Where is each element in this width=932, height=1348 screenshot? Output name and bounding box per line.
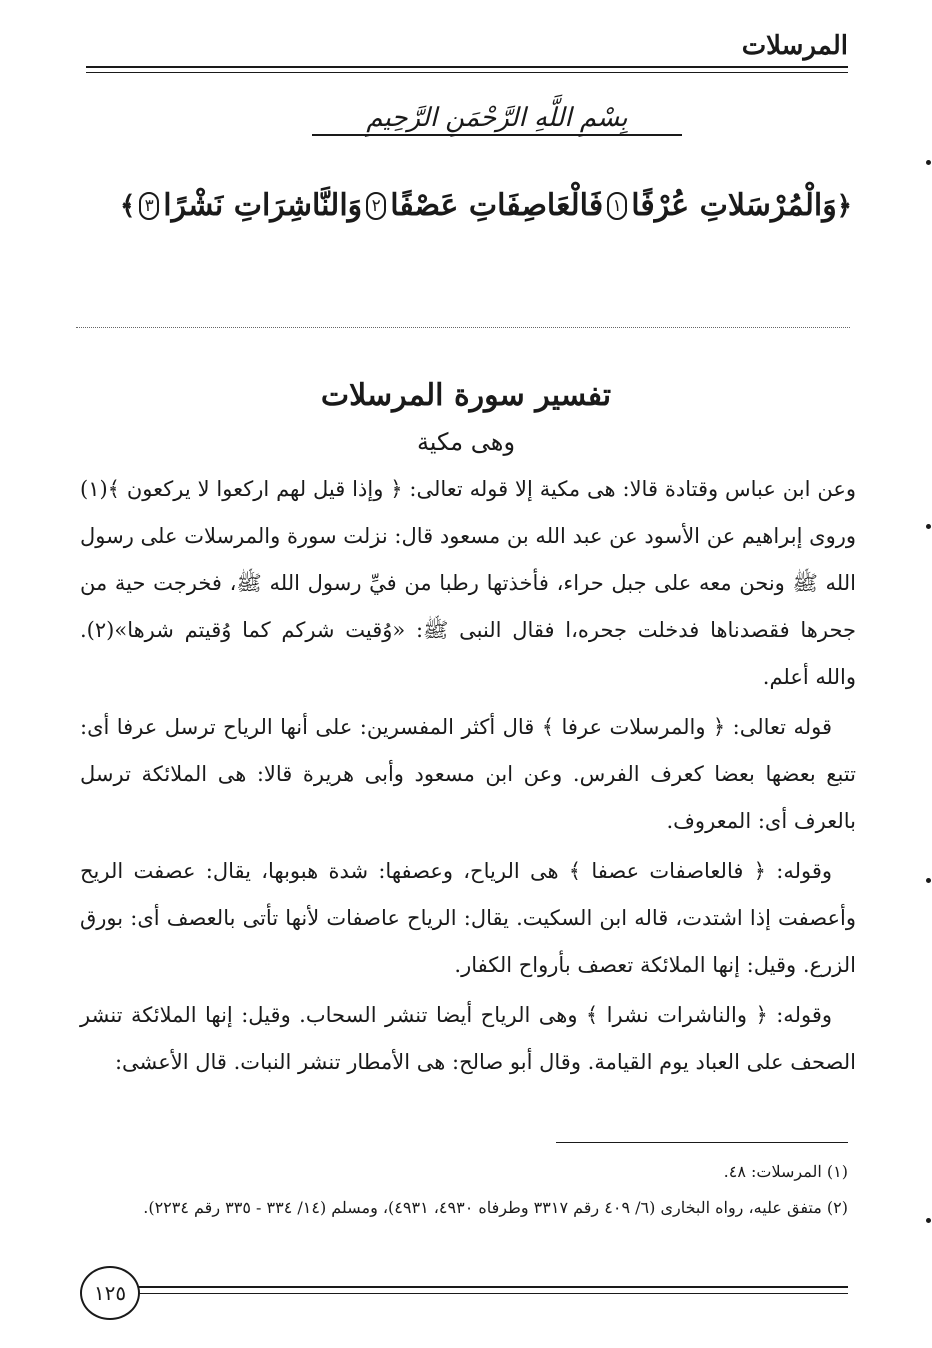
- section-title: تفسير سورة المرسلات: [320, 378, 612, 413]
- section-subtitle: وهى مكية: [416, 428, 516, 456]
- paragraph-3: وقوله: ﴿ فالعاصفات عصفا ﴾ هى الرياح، وعصفها: شدة هبوبها، يقال: عصفت الريح وأعصفت إذا اشتدت، قاله ابن السكيت. يقال: الرياح عاصفات لأنها تأتى بالعصف أى: بورق الزرع. وقيل: إنها الملائكة تعصف بأرواح الكفار.: [80, 859, 856, 977]
- margin-mark: [926, 878, 931, 883]
- verse-open-brace: ﴿: [836, 191, 852, 221]
- margin-mark: [926, 1218, 931, 1223]
- running-header-title: المرسلات: [741, 31, 848, 61]
- verse-3-number: ٣: [139, 192, 159, 220]
- verse-1-text: وَالْمُرْسَلاتِ عُرْفًا: [631, 188, 837, 223]
- basmala-text: بِسْمِ اللَّهِ الرَّحْمَنِ الرَّحِيمِ: [366, 103, 628, 133]
- header-rule-thin: [86, 72, 848, 73]
- page-number: ١٢٥: [80, 1266, 140, 1320]
- verse-3-text: وَالنَّاشِرَاتِ نَشْرًا: [163, 188, 363, 223]
- footnote-2: (٢) متفق عليه، رواه البخارى (٦/ ٤٠٩ رقم ٣٣١٧ وطرفاه ٤٩٣٠، ٤٩٣١)، ومسلم (١٤/ ٣٣٤ - ٣٣٥ رقم ٢٢٣٤).: [143, 1198, 848, 1217]
- footer-rule: [132, 1286, 848, 1288]
- verse-2-number: ٢: [366, 192, 386, 220]
- footnote-separator: [556, 1142, 848, 1143]
- quran-verses-line: [120, 178, 852, 234]
- dotted-separator: [76, 327, 850, 328]
- margin-mark: [926, 160, 931, 165]
- header-rule: [86, 66, 848, 68]
- footnote-1: (١) المرسلات: ٤٨.: [723, 1162, 848, 1181]
- paragraph-1: وعن ابن عباس وقتادة قالا: هى مكية إلا قوله تعالى: ﴿ وإذا قيل لهم اركعوا لا يركعون ﴾(١) وروى إبراهيم عن الأسود عن عبد الله بن مسعود قال: نزلت سورة والمرسلات على رسول الله ﷺ ونحن معه على جبل حراء، فأخذتها رطبا من فيِّ رسول الله ﷺ، فخرجت حية من جحرها فقصدناها فدخلت جحره،ا فقال النبى ﷺ: «وُقيت شركم كما وُقيتم شرها»(٢). والله أعلم.: [80, 477, 856, 689]
- verse-close-brace: ﴾: [119, 191, 136, 221]
- paragraph-2: قوله تعالى: ﴿ والمرسلات عرفا ﴾ قال أكثر المفسرين: على أنها الرياح ترسل عرفا أى: تتبع بعضها بعضا كعرف الفرس. وعن ابن مسعود وأبى هريرة قالا: هى الملائكة ترسل بالعرف أى: المعروف.: [80, 715, 856, 833]
- verse-2-text: فَالْعَاصِفَاتِ عَصْفًا: [390, 188, 604, 223]
- verse-1-number: ١: [607, 192, 627, 220]
- basmala: [262, 98, 732, 154]
- paragraph-4: وقوله: ﴿ والناشرات نشرا ﴾ وهى الرياح أيضا تنشر السحاب. وقيل: إنها الملائكة تنشر الصحف على العباد يوم القيامة. وقال أبو صالح: هى الأمطار تنشر النبات. قال الأعشى:: [80, 1003, 856, 1074]
- footnotes: [80, 1154, 848, 1226]
- commentary-body: [80, 466, 856, 1089]
- footer-rule-thin: [132, 1293, 848, 1294]
- margin-mark: [926, 524, 931, 529]
